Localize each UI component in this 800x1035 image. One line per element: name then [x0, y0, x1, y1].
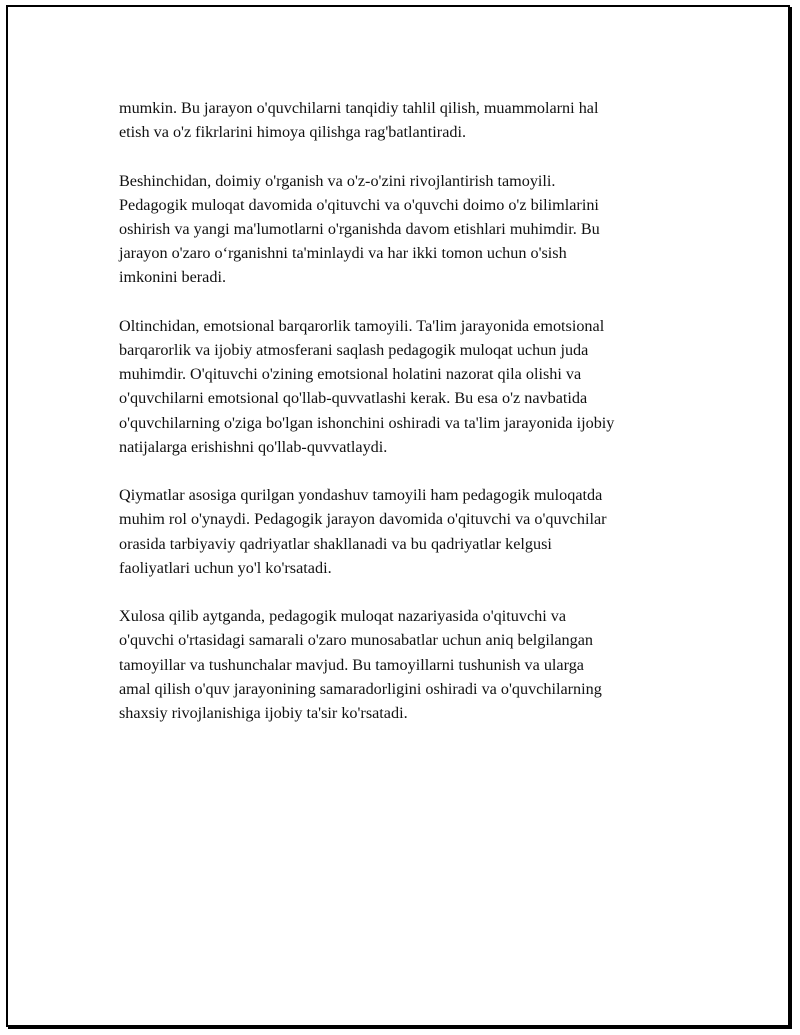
paragraph-1 [119, 96, 691, 144]
text-line: muhim rol o'ynaydi. Pedagogik jarayon davomida o'qituvchi va o'quvchilar [119, 510, 607, 529]
text-line: natijalarga erishishni qo'llab-quvvatlaydi. [119, 437, 388, 456]
text-line: barqarorlik va ijobiy atmosferani saqlash pedagogik muloqat uchun juda [119, 341, 589, 359]
paragraph-4 [119, 483, 691, 580]
paragraph-5 [119, 604, 691, 725]
text-line: o'quvchilarning o'ziga bo'lgan ishonchini oshiradi va ta'lim jarayonida ijobiy [119, 413, 615, 432]
text-line: Xulosa qilib aytganda, pedagogik muloqat nazariyasida o'qituvchi va [119, 607, 567, 626]
text-line: etish va o'z fikrlarini himoya qilishga rag'batlantiradi. [119, 123, 467, 142]
text-line: oshirish va yangi ma'lumotlarni o'rganishda davom etishlari muhimdir. Bu [119, 220, 600, 238]
text-line: Qiymatlar asosiga qurilgan yondashuv tamoyili ham pedagogik muloqatda [119, 486, 603, 505]
text-line: o'quvchilarni emotsional qo'llab-quvvatlashi kerak. Bu esa o'z navbatida [119, 389, 588, 408]
text-line: Oltinchidan, emotsional barqarorlik tamoyili. Ta'lim jarayonida emotsional [119, 316, 605, 335]
text-line: orasida tarbiyaviy qadriyatlar shakllanadi va bu qadriyatlar kelgusi [119, 534, 552, 553]
text-line: jarayon o'zaro o‘rganishni ta'minlaydi va har ikki tomon uchun o'sish [119, 244, 567, 263]
text-line: faoliyatlari uchun yo'l ko'rsatadi. [119, 558, 332, 577]
text-line: muhimdir. O'qituvchi o'zining emotsional holatini nazorat qila olishi va [119, 365, 582, 384]
document-body [119, 96, 691, 749]
text-line: amal qilish o'quv jarayonining samaradorligini oshiradi va o'quvchilarning [119, 679, 602, 698]
text-line: tamoyillar va tushunchalar mavjud. Bu tamoyillarni tushunish va ularga [119, 655, 584, 674]
text-line: Beshinchidan, doimiy o'rganish va o'z-o'zini rivojlantirish tamoyili. [119, 171, 556, 190]
document-page [6, 5, 790, 1027]
text-line: Pedagogik muloqat davomida o'qituvchi va o'quvchi doimo o'z bilimlarini [119, 195, 599, 214]
text-line: shaxsiy rivojlanishiga ijobiy ta'sir ko'rsatadi. [119, 704, 408, 723]
text-line: mumkin. Bu jarayon o'quvchilarni tanqidiy tahlil qilish, muammolarni hal [119, 99, 599, 117]
paragraph-3 [119, 314, 691, 459]
text-line: o'quvchi o'rtasidagi samarali o'zaro munosabatlar uchun aniq belgilangan [119, 631, 593, 650]
text-line: imkonini beradi. [119, 268, 226, 287]
paragraph-2 [119, 169, 691, 290]
